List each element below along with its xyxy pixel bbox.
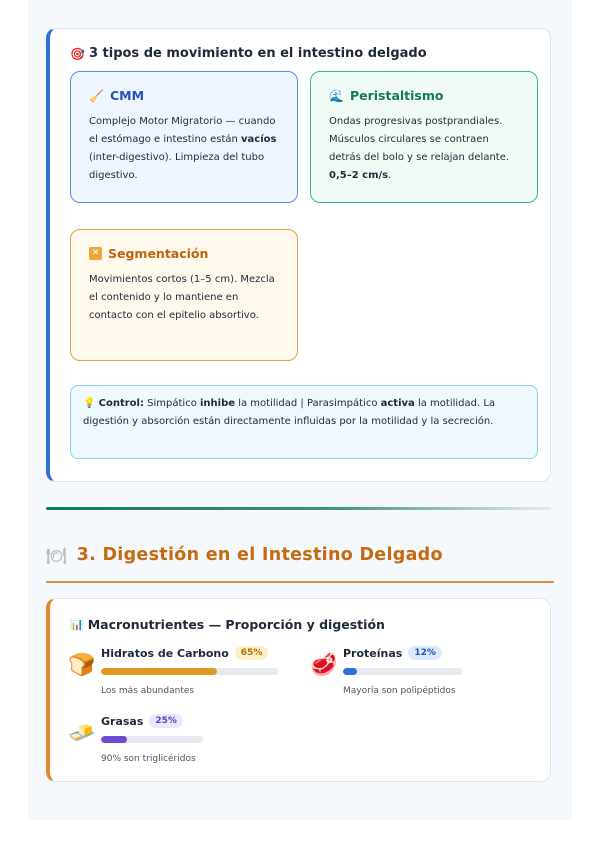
macro-fats-note: 90% son triglicéridos (101, 754, 196, 764)
peristaltismo-box (310, 71, 538, 203)
macro-fats-name (101, 714, 183, 728)
movements-title (70, 46, 427, 61)
cmm-title-text: CMM (109, 88, 145, 103)
movements-card (46, 28, 551, 482)
macro-fats-track (101, 736, 203, 743)
peristaltismo-title-text: Peristaltismo (349, 88, 444, 103)
macro-protein-name (343, 646, 442, 660)
movements-title-text: 3 tipos de movimiento en el intestino delgado (88, 46, 427, 61)
cmm-text-part: Complejo Motor Migratorio — cuando el estómago e intestino están (89, 116, 276, 145)
cmm-text-bold: vacíos (241, 134, 277, 145)
macro-carbs-track (101, 668, 279, 675)
broom-icon: 🧹 (89, 88, 104, 103)
bread-icon: 🍞 (68, 653, 96, 678)
section-heading (46, 545, 443, 565)
macro-fats-fill (101, 736, 127, 743)
control-text-1: Simpático (143, 398, 200, 409)
target-icon: 🎯 (70, 46, 85, 61)
section-title: 3. Digestión en el Intestino Delgado (76, 545, 443, 565)
macro-carbs-note: Los más abundantes (101, 686, 195, 696)
macros-title-text: Macronutrientes — Proporción y digestión (87, 617, 385, 632)
peristaltismo-title (329, 88, 521, 103)
macro-protein-fill (343, 668, 357, 675)
cmm-title (89, 88, 281, 103)
control-note (70, 385, 538, 459)
peristaltismo-text-part-2: . (388, 170, 392, 181)
macro-fats-badge: 25% (149, 714, 183, 728)
segmentacion-title-text: Segmentación (108, 246, 209, 261)
segmentacion-box (70, 229, 298, 361)
cmm-text-part-2: (inter-digestivo). Limpieza del tubo digestivo. (89, 152, 265, 181)
macro-fats-label: Grasas (101, 714, 144, 728)
segmentacion-title (89, 246, 281, 261)
page (28, 0, 572, 820)
macro-carbs-fill (101, 668, 217, 675)
macro-protein-label: Proteínas (343, 646, 403, 660)
peristaltismo-text (329, 113, 521, 185)
cmm-text (89, 113, 281, 185)
control-text-3: la motilidad. La digestión y absorción están directamente influidas por la motilidad y la secreción. (83, 398, 496, 427)
cmm-box (70, 71, 298, 203)
peristaltismo-text-part: Ondas progresivas postprandiales. Músculos circulares se contraen detrás del bolo y se relajan delante. (329, 116, 510, 163)
macro-carbs-label: Hidratos de Carbono (101, 646, 229, 660)
bar-chart-icon: 📊 (70, 618, 84, 631)
macro-protein-track (343, 668, 463, 675)
control-label: Control: (98, 398, 144, 409)
macro-protein-badge: 12% (408, 646, 442, 660)
macro-protein-note: Mayoría son polipéptidos (343, 686, 456, 696)
peristaltismo-text-bold: 0,5–2 cm/s (329, 170, 389, 181)
control-bold-2: activa (380, 398, 415, 409)
control-bold-1: inhibe (200, 398, 236, 409)
section-underline (46, 581, 554, 583)
macros-title (70, 617, 385, 632)
wave-icon: 🌊 (329, 88, 344, 103)
butter-icon: 🧈 (68, 721, 96, 746)
macros-card (46, 598, 551, 782)
shuffle-icon: ✕ (89, 247, 102, 260)
control-text-2: la motilidad | Parasimpático (235, 398, 381, 409)
segmentacion-text: Movimientos cortos (1–5 cm). Mezcla el contenido y lo mantiene en contacto con el epitelio absortivo. (89, 274, 275, 321)
lightbulb-icon: 💡 (83, 398, 96, 409)
meat-icon: 🥩 (310, 653, 338, 678)
section-divider (46, 507, 551, 510)
macro-carbs-name (101, 646, 268, 660)
macro-carbs-badge: 65% (235, 646, 269, 660)
plate-icon: 🍽 (46, 545, 67, 565)
